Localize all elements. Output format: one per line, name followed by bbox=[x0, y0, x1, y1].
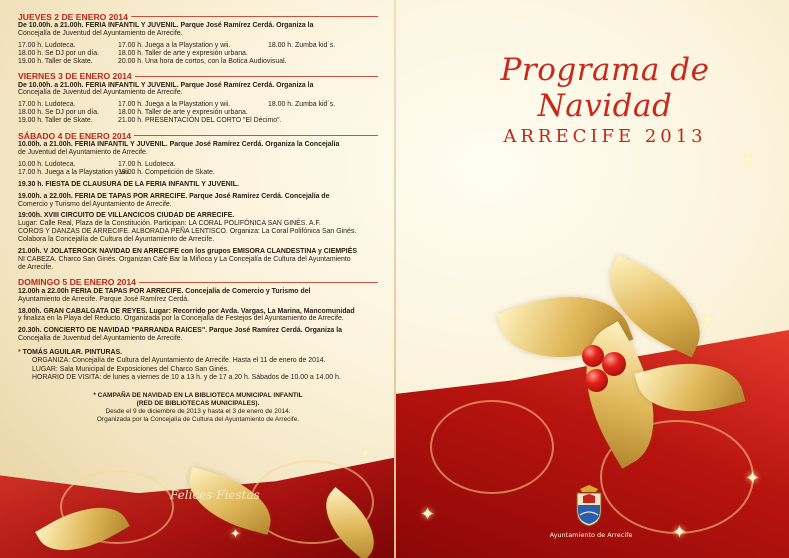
day-header: DOMINGO 5 DE ENERO 2014 bbox=[18, 277, 378, 288]
event-line: COROS Y DANZAS DE ARRECIFE. ALBORADA PEÑA LENTISCO. Organiza: La Coral Polifónica San Ginés. bbox=[18, 228, 357, 236]
library-campaign: * CAMPAÑA DE NAVIDAD EN LA BIBLIOTECA MUNICIPAL INFANTIL (RED DE BIBLIOTECAS MUNICIPALES). Desde el 9 de diciembre de 2013 y hasta el 3 de enero de 2014. Organizada por la Concejalía de Cultura del Ayuntamiento de Arrecife. bbox=[93, 392, 303, 424]
event-line: 19:00h. XVIII CIRCUITO DE VILLANCICOS CIUDAD DE ARRECIFE. bbox=[18, 212, 235, 220]
exhibition-line: HORARIO DE VISITA: de lunes a viernes de 10 a 13 h. y de 17 a 20 h. Sábados de 10.00 a 14.00 h. bbox=[32, 374, 341, 382]
sparkle-icon: ✦ bbox=[360, 447, 371, 462]
event-line: 21.00h. V JOLATEROCK NAVIDAD EN ARRECIFE con los grupos EMISORA CLANDESTINA y CIEMPIÉS bbox=[18, 248, 357, 256]
event-line: de Juventud del Ayuntamiento de Arrecife. bbox=[18, 148, 148, 156]
cover-subtitle: ARRECIFE 2013 bbox=[503, 126, 707, 147]
cover-title: Programa de Navidad bbox=[500, 52, 710, 124]
divider bbox=[134, 135, 378, 136]
divider bbox=[131, 16, 378, 17]
fold-line bbox=[394, 0, 396, 558]
event-line: 12.00h a 22.00h FERIA DE TAPAS POR ARRECIFE. Concejalía de Comercio y Turismo del bbox=[18, 287, 311, 295]
coat-of-arms-logo bbox=[574, 485, 604, 527]
event-line: De 10.00h. a 21.00h. FERIA INFANTIL Y JUVENIL. Parque José Ramírez Cerdá. Organiza la bbox=[18, 81, 314, 89]
event-line: Lugar: Calle Real, Plaza de la Constitución. Participan: LA CORAL POLIFÓNICA SAN GINÉS. A.F. bbox=[18, 220, 321, 228]
event-line: Concejalía de Juventud del Ayuntamiento de Arrecife. bbox=[18, 89, 183, 97]
event-line: y finaliza en la Playa del Reducto. Organizada por la Concejalía de Festejos del Ayuntamiento de Arrecife. bbox=[18, 315, 344, 323]
event-line: Ayuntamiento de Arrecife. Parque José Ramírez Cerdá. bbox=[18, 295, 190, 303]
event-line: 19.30 h. FIESTA DE CLAUSURA DE LA FERIA INFANTIL Y JUVENIL. bbox=[18, 180, 239, 188]
day-header: JUEVES 2 DE ENERO 2014 bbox=[18, 11, 378, 22]
sparkle-icon: ✦ bbox=[740, 150, 756, 171]
logo-caption: Ayuntamiento de Arrecife bbox=[549, 531, 633, 539]
event-line: Concejalía de Juventud del Ayuntamiento de Arrecife. bbox=[18, 29, 183, 37]
schedule-grid: 17.00 h. Ludoteca. 17.00 h. Juega a la Playstation y wii. 18.00 h. Zumba kid´s. 18.00 h. Se DJ por un día. 18.00 h. Taller de arte y expresión urbana. 19.00 h. Taller de Skate. 20.00 h. Una hora de cortos, con la Botica Audiovisual. bbox=[18, 41, 336, 65]
event-line: 19.00h. a 22.00h. FERIA DE TAPAS POR ARRECIFE. Parque José Ramírez Cerdá. Concejalía de bbox=[18, 192, 330, 200]
day-header: VIERNES 3 DE ENERO 2014 bbox=[18, 71, 378, 82]
event-line: Comercio y Turismo del Ayuntamiento de Arrecife. bbox=[18, 200, 172, 208]
holly-berry bbox=[582, 345, 604, 367]
greeting-text: Felices Fiestas bbox=[170, 488, 260, 502]
divider bbox=[135, 76, 378, 77]
divider bbox=[139, 282, 378, 283]
exhibition-line: LUGAR: Sala Municipal de Exposiciones del Charco San Ginés. bbox=[32, 365, 230, 373]
sparkle-icon: ✦ bbox=[230, 527, 241, 542]
sparkle-icon: ✦ bbox=[700, 310, 716, 331]
holly-berry bbox=[602, 352, 626, 376]
program-column bbox=[18, 11, 378, 424]
bullet-star-icon: * bbox=[18, 349, 23, 357]
exhibition-title: TOMÁS AGUILAR. PINTURAS. bbox=[22, 349, 123, 357]
event-line: De 10.00h. a 21.00h. FERIA INFANTIL Y JUVENIL. Parque José Ramírez Cerdá. Organiza la bbox=[18, 22, 314, 29]
event-line: 18.00h. GRAN CABALGATA DE REYES. Lugar: Recorrido por Avda. Vargas, La Marina, Mancomunidad bbox=[18, 307, 355, 315]
event-line: de Arrecife. bbox=[18, 263, 54, 271]
event-line: 10.00h. a 21.00h. FERIA INFANTIL Y JUVENIL. Parque José Ramírez Cerdá. Organiza la Concejalía bbox=[18, 141, 340, 149]
sparkle-icon: ✦ bbox=[745, 468, 761, 489]
sparkle-icon: ✦ bbox=[420, 504, 436, 525]
sparkle-icon: ✦ bbox=[672, 522, 688, 543]
holly-berry bbox=[585, 369, 608, 392]
day-header: SÁBADO 4 DE ENERO 2014 bbox=[18, 130, 378, 141]
event-line: Colabora la Concejalía de Cultura del Ayuntamiento de Arrecife. bbox=[18, 236, 215, 244]
exhibition-line: ORGANIZA: Concejalía de Cultura del Ayuntamiento de Arrecife. Hasta el 11 de enero de 2014. bbox=[32, 357, 326, 365]
event-line: 20.30h. CONCIERTO DE NAVIDAD "PARRANDA RAICES". Parque José Ramírez Cerdá. Organiza la bbox=[18, 327, 342, 335]
event-line: NI CABEZA. Charco San Ginés. Organizan Café Bar la Miñoca y La Concejalía de Cultura del Ayuntamiento bbox=[18, 255, 351, 263]
schedule-grid: 17.00 h. Ludoteca. 17.00 h. Juega a la Playstation y wii. 18.00 h. Zumba kid´s. 18.00 h. Se DJ por un día. 18.00 h. Taller de arte y expresión urbana. 19.00 h. Taller de Skate. 21.00 h. PRESENTACIÓN DEL CORTO "El Décimo". bbox=[18, 101, 336, 125]
exhibition-block bbox=[18, 349, 378, 382]
swirl-ornament bbox=[430, 400, 554, 494]
event-line: Concejalía de Juventud del Ayuntamiento de Arrecife. bbox=[18, 335, 183, 343]
schedule-grid: 10.00 h. Ludoteca. 17.00 h. Ludoteca. 17.00 h. Juega a la Playstation y wii. 19.00 h. Competición de Skate. bbox=[18, 160, 215, 176]
